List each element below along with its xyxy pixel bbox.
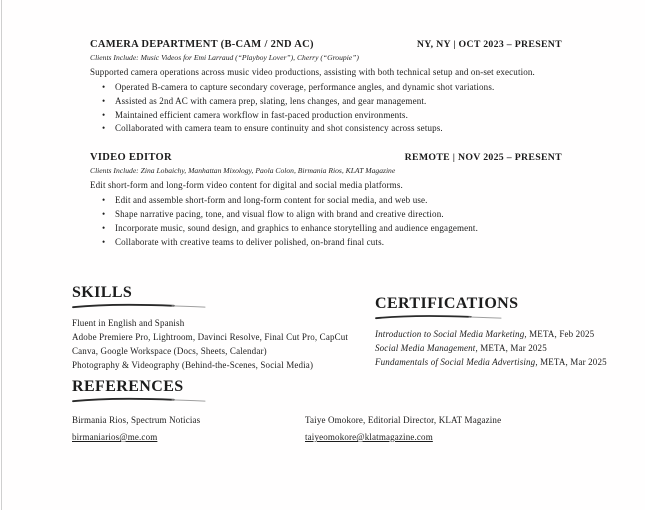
job-title: CAMERA DEPARTMENT (B-CAM / 2ND AC) — [90, 39, 314, 50]
skill-item: Fluent in English and Spanish — [72, 318, 185, 328]
job-location-dates: NY, NY | OCT 2023 – PRESENT — [416, 39, 562, 50]
brush-underline — [72, 302, 207, 310]
certification-title: Social Media Management — [375, 343, 476, 353]
reference-contact — [305, 413, 501, 445]
job-bullet: • Maintained efficient camera workflow in fast-paced production environments. — [90, 109, 562, 123]
certification-details: , META, Mar 2025 — [535, 357, 607, 367]
page-edge-line — [1, 0, 2, 510]
clients-line: Clients Include: Zina Lobaichy, Manhattan Mixology, Paola Colon, Birmania Rios, KLAT Magazine — [90, 166, 396, 176]
skills-heading: SKILLS — [72, 284, 133, 301]
clients-line: Clients Include: Music Videos for Emi Larraud (“Playboy Lover”), Cherry (“Groupie”) — [90, 53, 359, 62]
job-bullet: • Collaborated with camera team to ensure continuity and shot consistency across setups. — [90, 122, 562, 136]
skills-section — [72, 285, 372, 372]
reference-name: Birmania Rios, Spectrum Noticias — [72, 415, 201, 425]
references-row — [72, 413, 582, 445]
reference-email-link[interactable]: taiyeomokore@klatmagazine.com — [305, 432, 433, 442]
certification-details: , META, Feb 2025 — [524, 329, 595, 339]
certifications-list — [375, 327, 625, 369]
experience-entry-camera-department — [90, 39, 562, 136]
job-bullet: • Operated B-camera to capture secondary coverage, performance angles, and dynamic shot variations. — [90, 81, 562, 95]
skills-list — [72, 316, 372, 372]
references-section — [72, 379, 582, 445]
job-location-dates: REMOTE | NOV 2025 – PRESENT — [404, 152, 562, 164]
job-bullet: • Collaborate with creative teams to deliver polished, on-brand final cuts. — [90, 236, 562, 250]
job-bullet: • Edit and assemble short-form and long-form content for social media, and web use. — [90, 194, 562, 208]
certification-item — [375, 341, 625, 355]
job-title: VIDEO EDITOR — [90, 152, 172, 164]
certification-item — [375, 327, 625, 341]
certifications-heading: CERTIFICATIONS — [375, 295, 519, 312]
job-bullet: • Incorporate music, sound design, and graphics to enhance storytelling and audience engagement. — [90, 222, 562, 236]
job-bullet: • Assisted as 2nd AC with camera prep, slating, lens changes, and gear management. — [90, 95, 562, 109]
job-bullet-list — [90, 194, 562, 249]
reference-contact — [72, 413, 305, 445]
certification-title: Introduction to Social Media Marketing — [375, 329, 525, 339]
job-bullet-list — [90, 81, 562, 136]
brush-underline — [72, 396, 207, 404]
experience-section — [90, 39, 562, 249]
entry-header — [90, 152, 562, 163]
job-summary: Supported camera operations across music video productions, assisting with both technical setup and on-set execution. — [90, 67, 535, 77]
reference-email-link[interactable]: birmaniarios@me.com — [72, 432, 158, 442]
job-summary: Edit short-form and long-form video content for digital and social media platforms. — [90, 180, 403, 191]
experience-entry-video-editor — [90, 152, 562, 249]
entry-header — [90, 39, 562, 50]
certifications-section — [375, 296, 625, 369]
skill-item: Adobe Premiere Pro, Lightroom, Davinci Resolve, Final Cut Pro, CapCut — [72, 332, 349, 342]
certification-details: , META, Mar 2025 — [475, 343, 547, 353]
job-bullet: • Shape narrative pacing, tone, and visual flow to align with brand and creative direction. — [90, 208, 562, 222]
skill-item: Photography & Videography (Behind-the-Scenes, Social Media) — [72, 360, 314, 370]
certification-title: Fundamentals of Social Media Advertising — [375, 357, 536, 367]
certification-item — [375, 355, 625, 369]
reference-name: Taiye Omokore, Editorial Director, KLAT Magazine — [305, 415, 502, 425]
references-heading: REFERENCES — [72, 378, 184, 395]
skill-item: Canva, Google Workspace (Docs, Sheets, Calendar) — [72, 346, 267, 356]
brush-underline — [375, 313, 503, 321]
